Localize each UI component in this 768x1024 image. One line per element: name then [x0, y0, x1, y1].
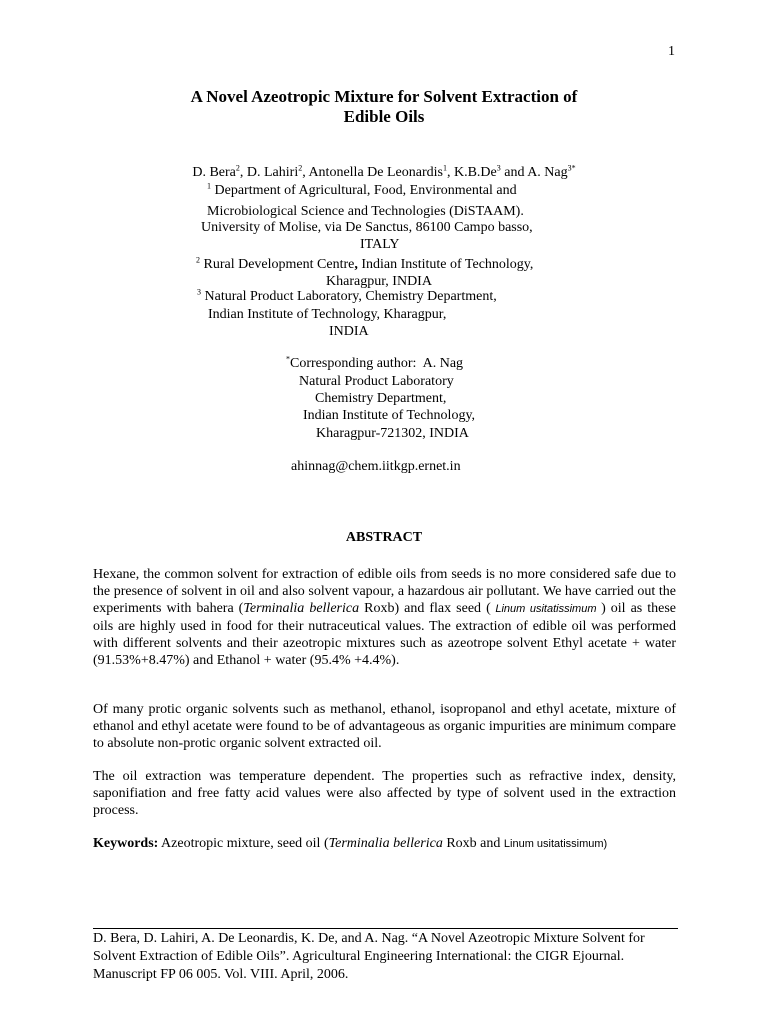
affiliation-1-line-4: ITALY [360, 237, 400, 252]
title-line-2: Edible Oils [343, 107, 425, 126]
abstract-paragraph-1 [93, 566, 676, 669]
footer-rule [93, 928, 678, 929]
author-de: , K.B.De [446, 165, 497, 180]
abstract-heading: ABSTRACT [345, 530, 423, 545]
author-sup: 3* [567, 163, 576, 173]
abstract-text: ( [486, 601, 491, 616]
corresponding-text: Corresponding author: A. Nag [290, 356, 464, 371]
species-name: Linum usitatissimum [490, 603, 602, 615]
page-number: 1 [668, 44, 675, 59]
author-deleonardis: , Antonella De Leonardis [302, 165, 443, 180]
abstract-paragraph-2: Of many protic organic solvents such as methanol, ethanol, isopropanol and ethyl acetate, mixture of ethanol and ethyl acetate were found to be of advantageous as organic impurities are minimum compare to absolute non-protic organic solvent extracted oil. [93, 702, 676, 751]
author-sup: 1 [442, 163, 447, 173]
author-nag: and A. Nag [500, 165, 568, 180]
author-sup: 2 [298, 163, 303, 173]
author-bera: D. Bera [192, 165, 236, 180]
affiliation-comma: , [354, 257, 358, 272]
author-sup: 3 [496, 163, 501, 173]
affiliation-sup: 1 [207, 181, 211, 191]
author-sup: 2 [235, 163, 240, 173]
affiliation-1-line-1 [207, 182, 517, 199]
keywords-label: Keywords: [93, 836, 159, 851]
corresponding-line-2: Natural Product Laboratory [299, 374, 454, 389]
affiliation-sup: 3 [197, 287, 201, 297]
affiliation-3-line-3: INDIA [329, 324, 369, 339]
author-lahiri: , D. Lahiri [239, 165, 299, 180]
title-line-1: A Novel Azeotropic Mixture for Solvent Extraction of [190, 87, 578, 106]
corresponding-line-1 [286, 355, 463, 372]
corresponding-sup: * [286, 354, 290, 364]
corresponding-line-3: Chemistry Department, [315, 391, 447, 406]
corresponding-email-link[interactable]: ahinnag@chem.iitkgp.ernet.in [291, 459, 461, 474]
paper-title [0, 87, 768, 127]
affiliation-text: Rural Development Centre [200, 257, 355, 272]
species-name: Terminalia bellerica [243, 601, 360, 616]
species-name: Linum usitatissimum) [503, 838, 608, 850]
affiliation-text: Department of Agricultural, Food, Environmental and [211, 183, 517, 198]
affiliation-2-line-1 [196, 256, 533, 273]
species-name: Terminalia bellerica [328, 836, 443, 851]
affiliation-1-line-3: University of Molise, via De Sanctus, 86100 Campo basso, [201, 220, 533, 235]
corresponding-line-4: Indian Institute of Technology, [303, 408, 476, 423]
affiliation-1-line-2: Microbiological Science and Technologies (DiSTAAM). [207, 204, 524, 219]
affiliation-3-line-2: Indian Institute of Technology, Kharagpur, [208, 307, 447, 322]
keywords-text: Roxb and [442, 836, 504, 851]
keywords-text: Azeotropic mixture, seed oil ( [158, 836, 329, 851]
affiliation-text: Natural Product Laboratory, Chemistry Department, [201, 289, 497, 304]
affiliation-sup: 2 [196, 255, 200, 265]
affiliation-text: Indian Institute of Technology, [357, 257, 534, 272]
author-list [0, 164, 768, 181]
abstract-text: Hexane, the common solvent for extraction of edible oils from seeds is no more considered safe due to the presence of solvent in oil and also solvent vapour, a hazardous air pollutant. We have carried out the experiments with bahera ( [93, 567, 676, 616]
keywords-line [93, 835, 676, 853]
abstract-paragraph-3: The oil extraction was temperature dependent. The properties such as refractive index, density, saponifiation and free fatty acid values were also affected by type of solvent used in the extraction process. [93, 769, 676, 818]
abstract-text: ) oil as these oils are highly used in food for their nutraceutical values. The extraction of edible oil was performed with different solvents and their azeotropic mixtures such as azeotrope solvent Ethyl acetate + water (91.53%+8.47%) and Ethanol + water (95.4% +4.4%). [93, 601, 677, 668]
affiliation-2-line-2: Kharagpur, INDIA [326, 274, 432, 289]
abstract-text: Roxb) and flax seed [359, 601, 482, 616]
corresponding-line-5: Kharagpur-721302, INDIA [316, 426, 469, 441]
affiliation-3-line-1 [197, 288, 497, 305]
footer-citation: D. Bera, D. Lahiri, A. De Leonardis, K. De, and A. Nag. “A Novel Azeotropic Mixture Solvent for Solvent Extraction of Edible Oils”. Agricultural Engineering International: the CIGR Ejournal. Manuscript FP 06 005. Vol. VIII. April, 2006. [93, 931, 645, 982]
